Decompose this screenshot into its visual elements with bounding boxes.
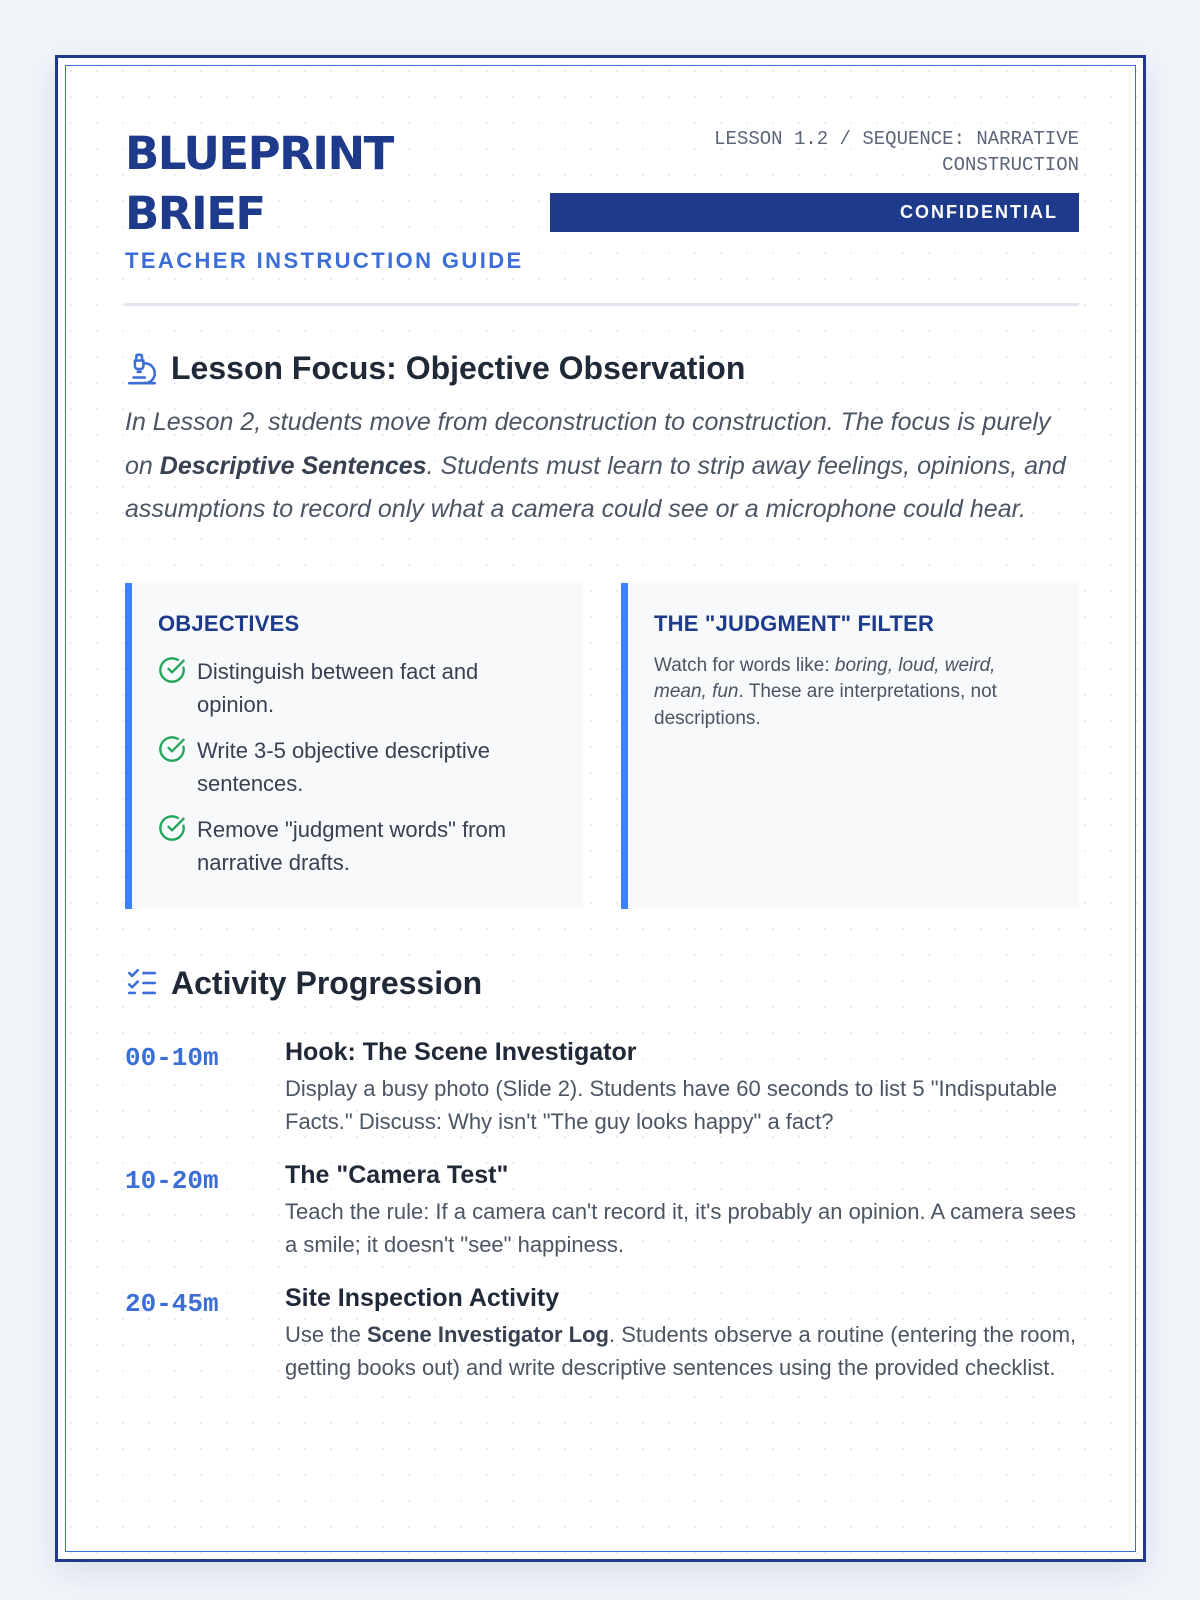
objective-item	[158, 655, 583, 721]
activity-description: Teach the rule: If a camera can't record it, it's probably an opinion. A camera sees a smile; it doesn't "see" happiness.	[285, 1198, 1077, 1257]
filter-words: boring, loud, weird, mean, fun	[654, 654, 996, 702]
header-divider	[125, 303, 1079, 306]
confidential-badge: CONFIDENTIAL	[550, 193, 1079, 232]
activity-desc-end: . Students observe a routine (entering the room, getting books out) and write descriptive sentences using the provided checklist.	[285, 1321, 1077, 1380]
judgment-filter-card	[621, 583, 1079, 909]
activity-time: 10-20m	[125, 1165, 219, 1196]
header	[125, 125, 1079, 303]
activity-time: 20-45m	[125, 1288, 219, 1319]
focus-text-bold: Descriptive Sentences	[159, 451, 427, 480]
objective-item	[158, 813, 583, 879]
activity-description: Display a busy photo (Slide 2). Students have 60 seconds to list 5 "Indisputable Facts." Discuss: Why isn't "The guy looks happy" a fact?	[285, 1075, 1058, 1134]
check-circle-icon	[158, 814, 186, 842]
activity-title: The "Camera Test"	[285, 1160, 509, 1189]
activity-item	[125, 1158, 1079, 1261]
meta-block	[549, 125, 1079, 232]
check-circle-icon	[158, 735, 186, 763]
content	[125, 125, 1079, 1404]
focus-text-end: . Students must learn to strip away feelings, opinions, and assumptions to record only what a camera could see or a microphone could hear.	[125, 451, 1066, 523]
activity-body	[285, 1158, 1079, 1261]
activity-heading-text: Activity Progression	[171, 964, 483, 1001]
activity-desc-bold: Scene Investigator Log	[366, 1321, 609, 1347]
microscope-icon	[125, 352, 159, 386]
activity-title: Site Inspection Activity	[285, 1283, 560, 1312]
focus-heading	[125, 350, 1079, 387]
activity-desc-start: Use the	[285, 1321, 367, 1347]
activity-list	[125, 1035, 1079, 1384]
objective-item	[158, 734, 583, 800]
objectives-title: OBJECTIVES	[158, 610, 300, 636]
document-subtitle: TEACHER INSTRUCTION GUIDE	[125, 248, 524, 273]
title-line-1: BLUEPRINT	[125, 127, 393, 180]
activity-description	[285, 1318, 1079, 1384]
info-cards	[125, 583, 1079, 909]
check-circle-icon	[158, 656, 186, 684]
activity-title: Hook: The Scene Investigator	[285, 1037, 637, 1066]
objectives-card	[125, 583, 583, 909]
activity-body	[285, 1035, 1079, 1138]
focus-heading-text: Lesson Focus: Objective Observation	[171, 350, 746, 386]
title-block	[125, 125, 545, 274]
objective-text: Distinguish between fact and opinion.	[197, 658, 479, 717]
title-line-2: BRIEF	[125, 187, 265, 240]
filter-text-start: Watch for words like:	[654, 654, 835, 676]
filter-title: THE "JUDGMENT" FILTER	[654, 610, 935, 636]
activity-item	[125, 1281, 1079, 1384]
focus-text-start: In Lesson 2, students move from deconstruction to construction. The focus is purely on	[125, 408, 1051, 480]
filter-text-end: . These are interpretations, not descriptions.	[654, 681, 997, 729]
objective-text: Remove "judgment words" from narrative drafts.	[197, 816, 507, 875]
activity-item	[125, 1035, 1079, 1138]
activity-body	[285, 1281, 1079, 1384]
document-title	[125, 124, 545, 244]
checklist-icon	[125, 966, 159, 1000]
objectives-list	[158, 655, 583, 879]
filter-text	[654, 653, 1034, 733]
activity-time: 00-10m	[125, 1042, 219, 1073]
activity-heading	[125, 965, 1079, 1002]
focus-paragraph	[125, 401, 1079, 532]
objective-text: Write 3-5 objective descriptive sentences.	[197, 737, 491, 796]
document-sheet	[55, 55, 1146, 1562]
lesson-meta: LESSON 1.2 / SEQUENCE: NARRATIVE CONSTRUCTION	[714, 128, 1079, 176]
